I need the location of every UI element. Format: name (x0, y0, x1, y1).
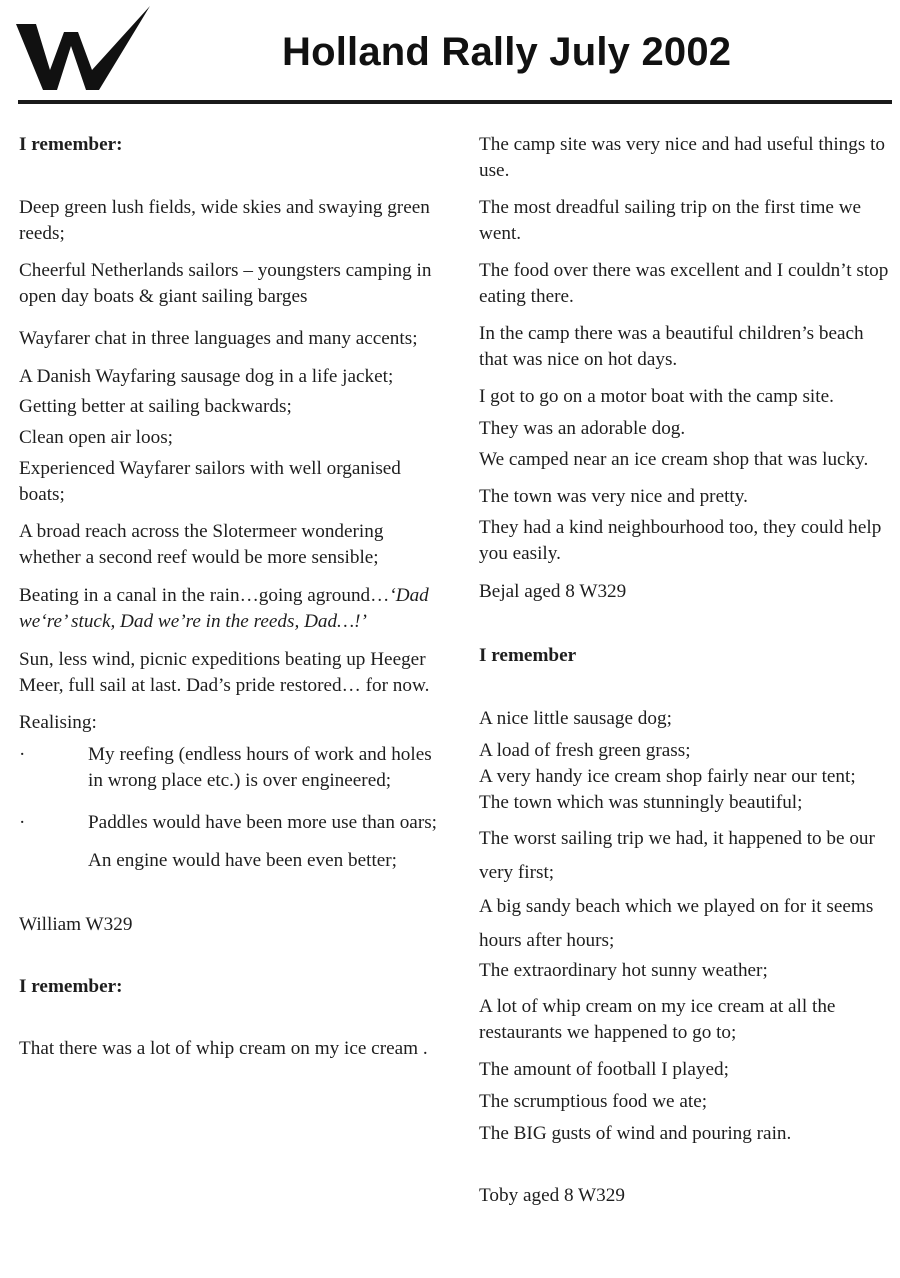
left-column (19, 132, 439, 1062)
section-heading: I remember: (19, 134, 123, 155)
beating-text: Beating in a canal in the rain…going aground… (19, 585, 390, 606)
list-item: Wayfarer chat in three languages and many accents; (19, 328, 418, 349)
list-item: The most dreadful sailing trip on the first time we went. (479, 197, 862, 244)
bullet-marker: · (19, 812, 26, 833)
bullet-text: Paddles would have been more use than oars; (88, 812, 438, 833)
wayfarer-w-logo-icon (16, 6, 152, 94)
list-item: Cheerful Netherlands sailors – youngsters camping in open day boats & giant sailing barges (19, 260, 432, 307)
list-item: The scrumptious food we ate; (479, 1091, 708, 1112)
page-title: Holland Rally July 2002 (282, 30, 732, 74)
list-item: A Danish Wayfaring sausage dog in a life jacket; (19, 366, 394, 387)
list-item: Deep green lush fields, wide skies and swaying green reeds; (19, 197, 430, 244)
list-item: Experienced Wayfarer sailors with well organised boats; (19, 458, 401, 505)
bullet-item (19, 810, 439, 836)
list-item: We camped near an ice cream shop that was lucky. (479, 449, 869, 470)
signature: William W329 (19, 914, 133, 935)
bullet-text: My reefing (endless hours of work and holes in wrong place etc.) is over engineered; (88, 744, 432, 791)
right-column (479, 132, 894, 1209)
list-item (19, 583, 439, 635)
list-item: A big sandy beach which we played on for it seems hours after hours; (479, 896, 874, 951)
list-item: Clean open air loos; (19, 427, 173, 448)
bullet-item (19, 848, 439, 874)
list-item: The extraordinary hot sunny weather; (479, 960, 768, 981)
list-item: The town which was stunningly beautiful; (479, 792, 803, 813)
list-item: Sun, less wind, picnic expeditions beating up Heeger Meer, full sail at last. Dad’s pride restored… for now. (19, 649, 430, 696)
section-heading: I remember: (19, 976, 123, 997)
list-item: In the camp there was a beautiful children’s beach that was nice on hot days. (479, 323, 864, 370)
bullet-text: An engine would have been even better; (88, 850, 398, 871)
list-item: The town was very nice and pretty. (479, 486, 748, 507)
bullet-marker: · (19, 744, 26, 765)
list-item: The BIG gusts of wind and pouring rain. (479, 1123, 792, 1144)
bullet-item (19, 742, 439, 794)
signature: Bejal aged 8 W329 (479, 581, 627, 602)
list-item: The food over there was excellent and I couldn’t stop eating there. (479, 260, 889, 307)
list-item: That there was a lot of whip cream on my ice cream . (19, 1038, 428, 1059)
list-item: Getting better at sailing backwards; (19, 396, 292, 417)
section-heading: I remember (479, 645, 577, 666)
list-item: The camp site was very nice and had useful things to use. (479, 134, 886, 181)
signature: Toby aged 8 W329 (479, 1185, 625, 1206)
list-item: A very handy ice cream shop fairly near our tent; (479, 766, 856, 787)
list-item: A load of fresh green grass; (479, 740, 691, 761)
list-item: A nice little sausage dog; (479, 708, 672, 729)
list-item: The amount of football I played; (479, 1059, 729, 1080)
list-item: I got to go on a motor boat with the camp site. (479, 386, 834, 407)
list-item: A lot of whip cream on my ice cream at all the restaurants we happened to go to; (479, 996, 836, 1043)
realising-label: Realising: (19, 712, 97, 733)
list-item: A broad reach across the Slotermeer wondering whether a second reef would be more sensible; (19, 521, 384, 568)
list-item: The worst sailing trip we had, it happened to be our very first; (479, 828, 875, 883)
header-divider (18, 100, 892, 104)
beating-quote: ‘Dad we‘re’ stuck, Dad we’re in the reeds, Dad…!’ (19, 585, 429, 632)
list-item: They was an adorable dog. (479, 418, 686, 439)
list-item: They had a kind neighbourhood too, they could help you easily. (479, 517, 882, 564)
